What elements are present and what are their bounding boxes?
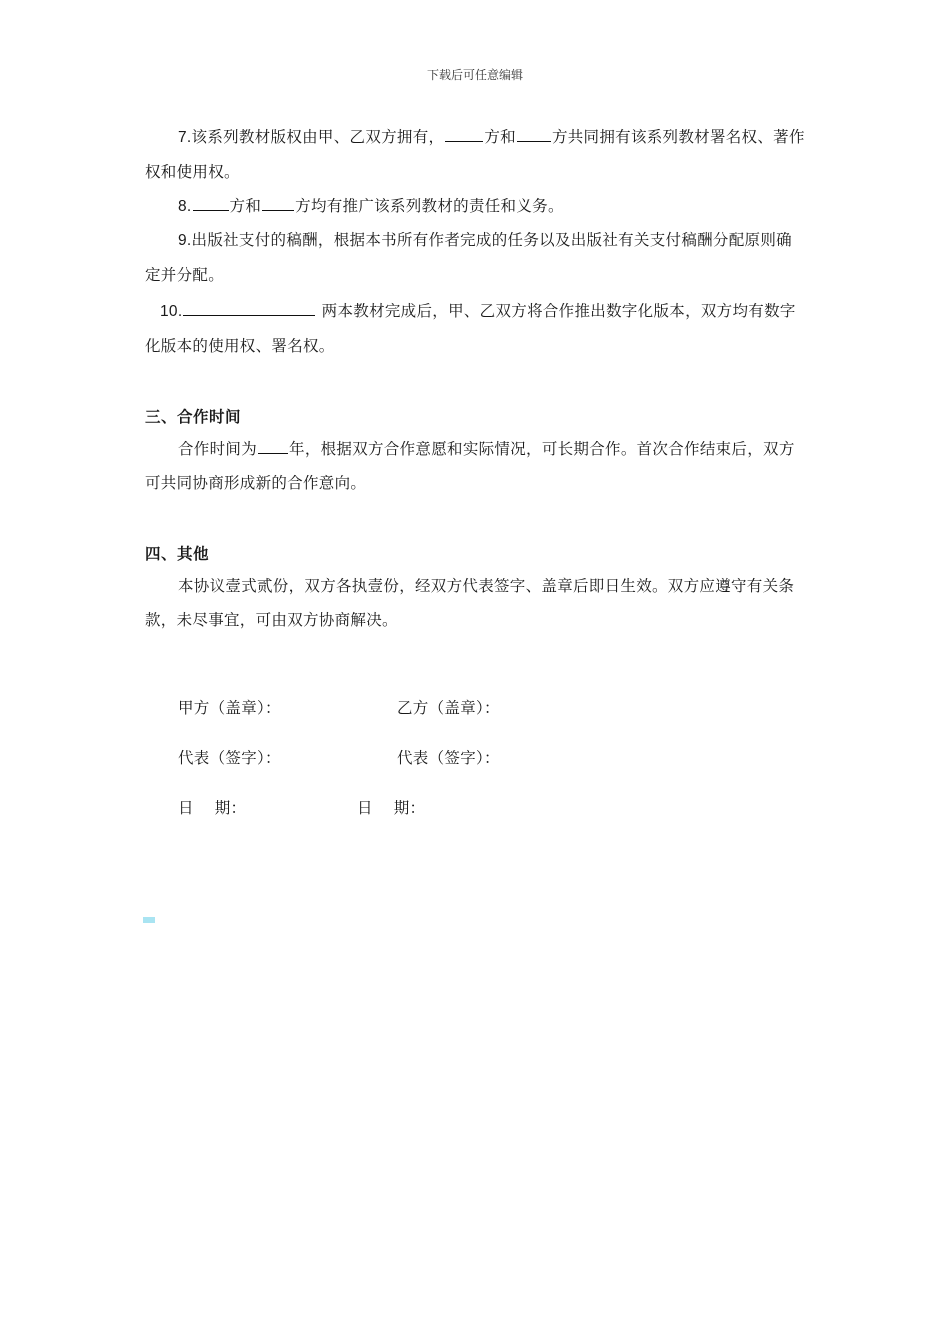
party-b-seal-label: 乙方（盖章）： <box>397 699 500 717</box>
section-4-heading: 四、其他 <box>145 544 210 563</box>
blank-party-1[interactable] <box>445 123 483 142</box>
blank-textbooks[interactable] <box>183 297 315 316</box>
section-3-text-b: 年，根据双方合作意愿和实际情况，可长期合作。首次合作结束后，双方可共同协商形成新的合作意向。 <box>145 440 795 492</box>
clause-7-text-c: 方共同拥有该系列教材署名权、著作权和使用权。 <box>145 128 805 181</box>
clause-9-text: 出版社支付的稿酬，根据本书所有作者完成的任务以及出版社有关支付稿酬分配原则确定并分配。 <box>145 231 792 284</box>
section-4-body: 本协议壹式贰份，双方各执壹份，经双方代表签字、盖章后即日生效。双方应遵守有关条款，未尽事宜，可由双方协商解决。 <box>145 577 795 629</box>
clause-8-text-b: 方均有推广该系列教材的责任和义务。 <box>295 197 564 215</box>
blank-party-3[interactable] <box>193 192 229 211</box>
blank-years[interactable] <box>258 435 288 454</box>
header-note: 下载后可任意编辑 <box>426 68 523 82</box>
clause-8 <box>145 189 805 224</box>
party-b-rep-label: 代表（签字）： <box>397 749 500 767</box>
clause-10-number: 10. <box>160 303 183 320</box>
section-3-body <box>145 432 805 500</box>
section-3-text-a: 合作时间为 <box>178 440 258 458</box>
clause-9 <box>145 223 805 292</box>
clause-8-number: 8. <box>178 198 192 215</box>
clause-7-text-a: 该系列教材版权由甲、乙双方拥有， <box>191 128 445 146</box>
clause-7-text-b: 方和 <box>484 128 516 146</box>
section-3-heading: 三、合作时间 <box>145 407 242 426</box>
clause-10 <box>145 294 805 363</box>
clause-10-text: 两本教材完成后，甲、乙双方将合作推出数字化版本，双方均有数字化版本的使用权、署名权。 <box>145 302 796 355</box>
clause-9-number: 9. <box>178 232 192 249</box>
clause-7 <box>145 120 805 189</box>
clause-8-text-a: 方和 <box>229 197 262 215</box>
party-a-seal-label: 甲方（盖章）： <box>178 699 281 717</box>
party-b-date-label: 日 期： <box>357 799 426 817</box>
clause-7-number: 7. <box>178 129 192 146</box>
blank-party-2[interactable] <box>517 123 551 142</box>
cursor-marker <box>143 917 155 923</box>
party-a-rep-label: 代表（签字）： <box>178 749 281 767</box>
party-a-date-label: 日 期： <box>178 799 247 817</box>
blank-party-4[interactable] <box>262 192 294 211</box>
